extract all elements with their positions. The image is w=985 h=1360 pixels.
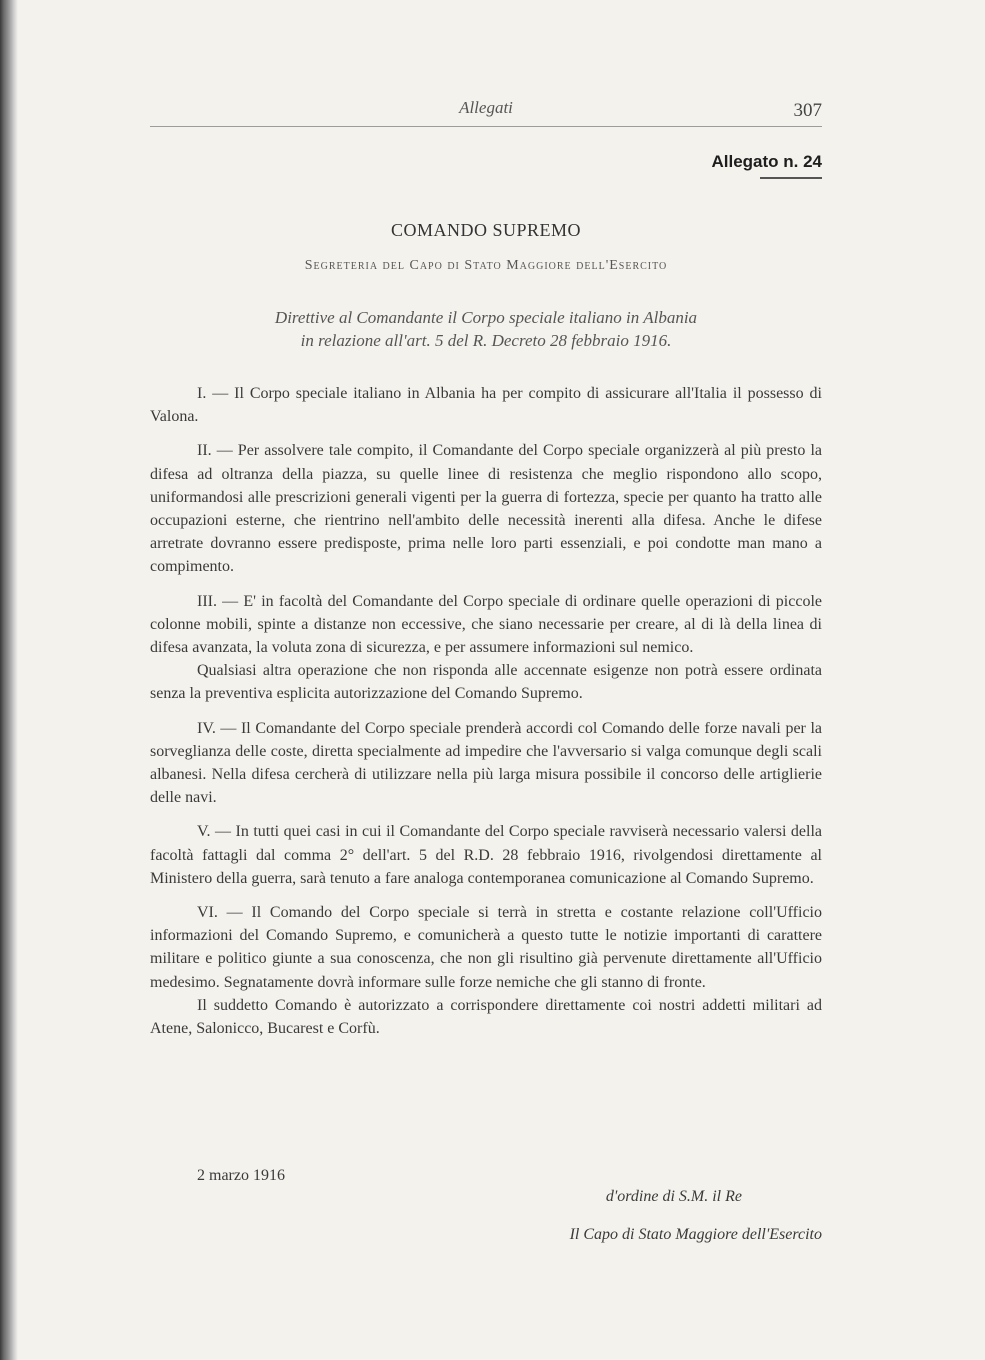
paragraph-iv: IV. — Il Comandante del Corpo speciale prenderà accordi col Comando delle forze navali per la sorveglianza delle coste, diretta specialmente ad impedire che l'avversario si valga comunque degli scali albanesi. Nella difesa cercherà di utilizzare nella più larga misura possibile il concorso delle artiglierie delle navi. bbox=[150, 719, 822, 807]
running-head bbox=[150, 98, 822, 128]
signature-line-2: Il Capo di Stato Maggiore dell'Esercito bbox=[569, 1226, 822, 1243]
running-section-title: Allegati bbox=[459, 98, 513, 117]
header-rule bbox=[150, 126, 822, 127]
document-date: 2 marzo 1916 bbox=[197, 1167, 285, 1184]
document-heading bbox=[150, 306, 822, 352]
paragraph-v: V. — In tutti quei casi in cui il Comandante del Corpo speciale ravviserà necessario valersi della facoltà fattagli dal comma 2° dell'art. 5 del R.D. 28 febbraio 1916, rivolgendosi direttamente al Ministero della guerra, sarà tenuto a fare analoga contemporanea comunicazione al Comando Supremo. bbox=[150, 823, 822, 887]
office-subtitle: Segreteria del Capo di Stato Maggiore dell'Esercito bbox=[304, 258, 668, 273]
heading-line-2: in relazione all'art. 5 del R. Decreto 28 febbraio 1916. bbox=[300, 331, 672, 350]
paragraph-ii: II. — Per assolvere tale compito, il Comandante del Corpo speciale organizzerà al più presto la difesa ad oltranza della piazza, su quelle linee di resistenza che meglio rispondono allo scopo, uniformandosi alle prescrizioni generali vigenti per la guerra di fortezza, specie per quanto ha tratto alle occupazioni esterne, che rientrino nell'ambito delle necessità inerenti alla difesa. Anche le difese arretrate dovranno essere predisposte, prima nelle loro parti essenziali, e poi condotte man mano a compimento. bbox=[150, 442, 822, 576]
paragraph-iii-continued: Qualsiasi altra operazione che non risponda alle accennate esigenze non potrà essere ordinata senza la preventiva esplicita autorizzazione del Comando Supremo. bbox=[150, 662, 822, 703]
heading-line-1: Direttive al Comandante il Corpo speciale italiano in Albania bbox=[274, 308, 698, 327]
paragraph-vi-continued: Il suddetto Comando è autorizzato a corrispondere direttamente coi nostri addetti militari ad Atene, Salonicco, Bucarest e Corfù. bbox=[150, 996, 822, 1038]
organization-title: COMANDO SUPREMO bbox=[390, 220, 582, 240]
paragraph-i: I. — Il Corpo speciale italiano in Albania ha per compito di assicurare all'Italia il possesso di Valona. bbox=[150, 385, 822, 426]
paragraph-iii: III. — E' in facoltà del Comandante del Corpo speciale di ordinare quelle operazioni di piccole colonne mobili, spinte a distanze non eccessive, che siano necessarie per creare, al di là della linea di difesa avanzata, la voluta zona di sicurezza, e per assumere informazioni sul nemico. bbox=[150, 592, 822, 657]
annex-underline bbox=[760, 177, 822, 179]
signature-line-1: d'ordine di S.M. il Re bbox=[605, 1188, 742, 1205]
page-number: 307 bbox=[793, 100, 822, 121]
paragraph-vi: VI. — Il Comando del Corpo speciale si terrà in stretta e costante relazione coll'Ufficio informazioni del Comando Supremo, e comunicherà a questo tutte le notizie importanti di carattere militare e politico giunte a sua conoscenza, che non gli risultino già pervenute direttamente all'Ufficio medesimo. Segnatamente dovrà informare sulle forze nemiche che gli stanno di fronte. bbox=[150, 904, 822, 991]
document-body bbox=[150, 382, 822, 1040]
annex-label: Allegato n. 24 bbox=[711, 152, 822, 171]
